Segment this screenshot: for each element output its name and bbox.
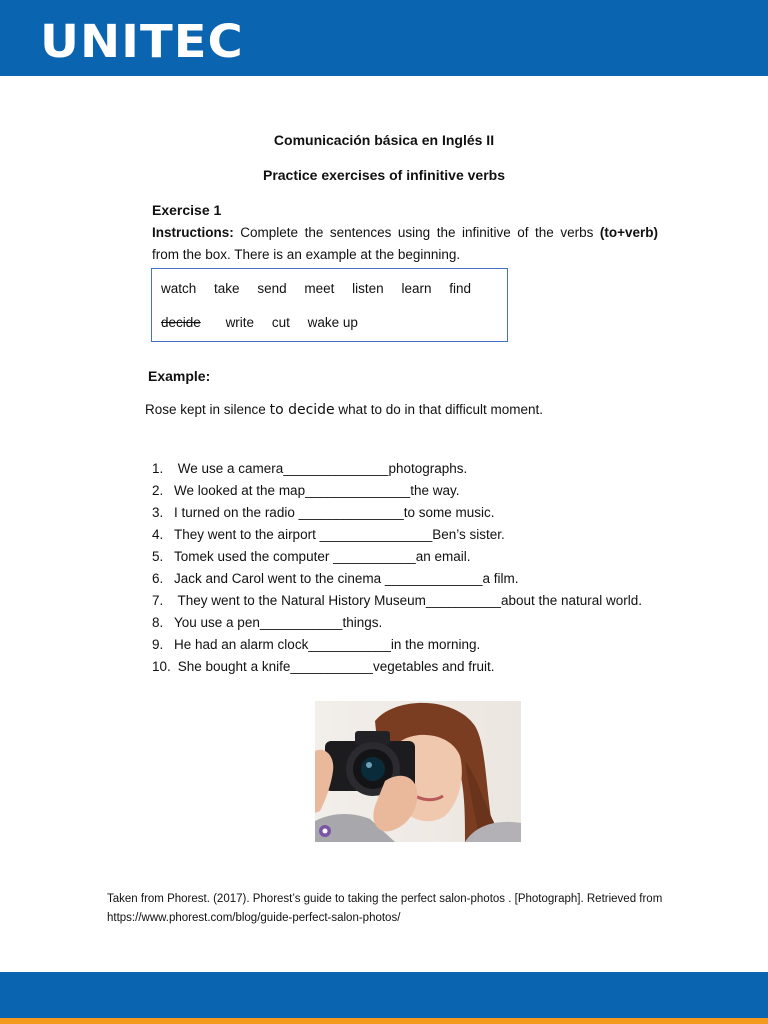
list-item — [152, 590, 642, 612]
header-bar — [0, 0, 768, 76]
list-item — [152, 546, 642, 568]
list-item — [152, 656, 642, 678]
item-number: 6. — [152, 571, 164, 586]
exercise-title: Exercise 1 — [152, 202, 222, 218]
item-blank: ______________ — [283, 461, 389, 476]
document-subtitle: Practice exercises of infinitive verbs — [262, 167, 505, 183]
item-post: things. — [342, 615, 383, 630]
item-pre: Jack and Carol went to the cinema — [174, 571, 385, 586]
item-post: the way. — [410, 483, 460, 498]
document-title: Comunicación básica en Inglés II — [273, 132, 495, 148]
verb-watch: watch — [161, 281, 197, 296]
item-post: in the morning. — [390, 637, 481, 652]
verb-decide: decide — [161, 315, 201, 330]
verb-row-2 — [161, 315, 372, 330]
item-post: about the natural world. — [500, 593, 643, 608]
instructions — [152, 222, 658, 266]
verb-take: take — [214, 281, 240, 296]
exercise-list — [152, 458, 642, 678]
unitec-logo: UNITEC — [40, 15, 244, 69]
verb-write: write — [225, 315, 255, 330]
verb-listen: listen — [352, 281, 384, 296]
verb-box — [151, 268, 508, 342]
image-citation: Taken from Phorest. (2017). Phorest’s guide to taking the perfect salon-photos . [Photograph]. Retrieved from https://www.phorest.com/blog/guide-perfect-salon-photos/ — [107, 893, 663, 924]
footer-accent-stripe — [0, 1018, 768, 1024]
instructions-text-1: Complete the sentences using the infinitive of the verbs — [233, 225, 600, 240]
item-blank: ___________ — [308, 637, 391, 652]
list-item — [152, 634, 642, 656]
item-number: 2. — [152, 483, 164, 498]
item-number: 3. — [152, 505, 164, 520]
item-number: 8. — [152, 615, 164, 630]
list-item — [152, 480, 642, 502]
list-item — [152, 458, 642, 480]
item-blank: _____________ — [384, 571, 483, 586]
item-blank: _______________ — [319, 527, 433, 542]
example-answer: to decide — [269, 402, 335, 418]
verb-find: find — [449, 281, 472, 296]
example-label: Example: — [148, 368, 211, 384]
item-post: Ben’s sister. — [432, 527, 505, 542]
instructions-text-2: from the box. There is an example at the beginning. — [152, 247, 461, 262]
item-pre: We use a camera — [174, 461, 284, 476]
item-pre: They went to the airport — [174, 527, 320, 542]
list-item — [152, 502, 642, 524]
item-pre: He had an alarm clock — [174, 637, 309, 652]
instructions-bold: (to+verb) — [599, 225, 658, 240]
footer-bar — [0, 972, 768, 1018]
example-pre: Rose kept in silence — [145, 402, 270, 417]
instructions-label: Instructions: — [152, 225, 234, 240]
example-sentence — [145, 402, 543, 418]
item-number: 7. — [152, 593, 164, 608]
item-post: a film. — [482, 571, 519, 586]
item-pre: She bought a knife — [174, 659, 291, 674]
list-item — [152, 612, 642, 634]
verb-wake-up: wake up — [307, 315, 358, 330]
verb-learn: learn — [401, 281, 432, 296]
example-post: what to do in that difficult moment. — [334, 402, 544, 417]
item-number: 4. — [152, 527, 164, 542]
item-pre: You use a pen — [174, 615, 260, 630]
item-blank: __________ — [425, 593, 501, 608]
item-blank: ______________ — [305, 483, 411, 498]
item-post: an email. — [415, 549, 471, 564]
item-number: 9. — [152, 637, 164, 652]
verb-meet: meet — [304, 281, 335, 296]
item-post: to some music. — [403, 505, 495, 520]
item-post: photographs. — [388, 461, 468, 476]
item-pre: Tomek used the computer — [174, 549, 334, 564]
item-blank: ______________ — [298, 505, 404, 520]
item-number: 5. — [152, 549, 164, 564]
item-number: 1. — [152, 461, 164, 476]
item-blank: ___________ — [259, 615, 343, 630]
item-post: vegetables and fruit. — [372, 659, 495, 674]
verb-cut: cut — [271, 315, 290, 330]
verb-row-1 — [161, 281, 485, 296]
item-number: 10. — [152, 659, 171, 674]
verb-send: send — [257, 281, 287, 296]
item-pre: We looked at the map — [174, 483, 306, 498]
item-blank: ___________ — [290, 659, 373, 674]
item-blank: ___________ — [333, 549, 416, 564]
list-item — [152, 568, 642, 590]
list-item — [152, 524, 642, 546]
item-pre: They went to the Natural History Museum — [174, 593, 426, 608]
item-pre: I turned on the radio — [174, 505, 299, 520]
camera-photo — [315, 701, 521, 842]
